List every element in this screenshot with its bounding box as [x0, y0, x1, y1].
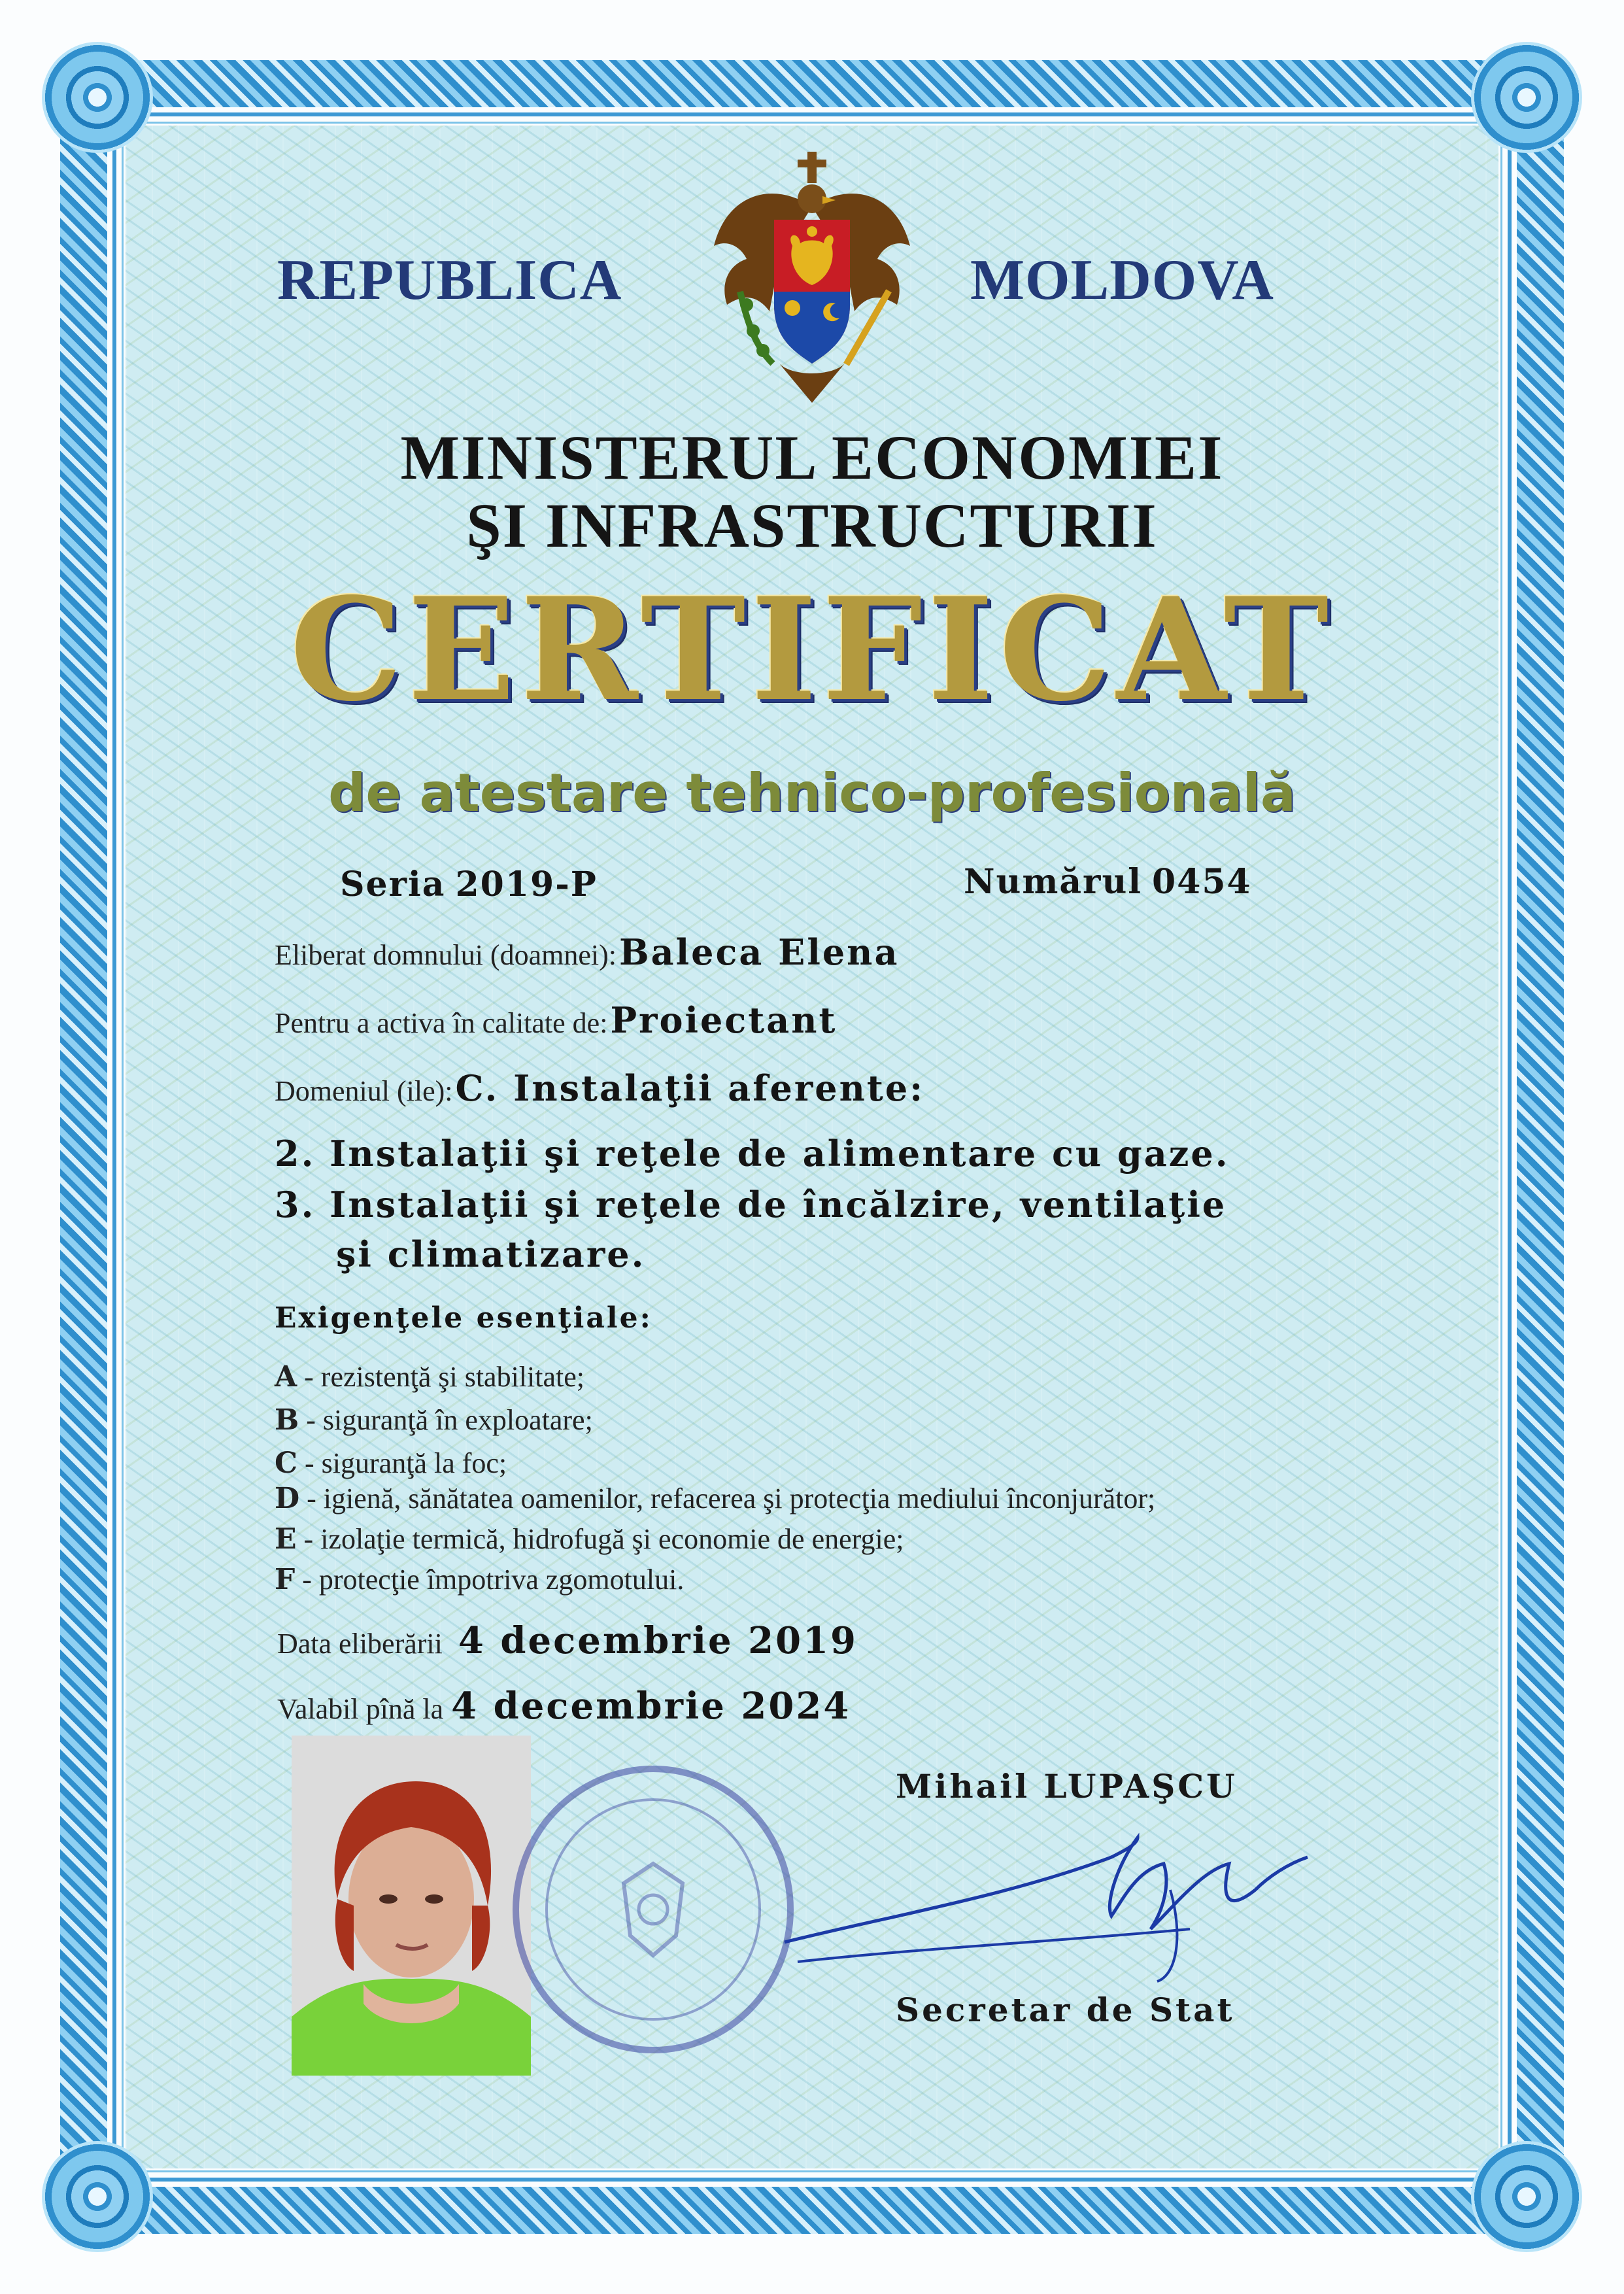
domain-item: şi climatizare.	[336, 1233, 646, 1275]
series-label: Seria	[340, 865, 446, 904]
domain-item: 2. Instalaţii şi reţele de alimentare cu gaze.	[275, 1133, 1230, 1174]
requirement-code: B	[275, 1403, 299, 1437]
domain-row	[275, 1067, 924, 1109]
corner-rosette-icon	[42, 2141, 153, 2252]
certificate-subtitle: de atestare tehnico-profesională	[328, 762, 1296, 823]
requirement-item	[275, 1522, 904, 1556]
requirement-text: - igienă, sănătatea oamenilor, refacerea şi protecţia mediului înconjurător;	[299, 1482, 1156, 1515]
requirement-text: - siguranţă în exploatare;	[299, 1404, 593, 1436]
valid-until-row	[277, 1685, 851, 1728]
domain-label: Domeniul (ile):	[275, 1075, 453, 1107]
portrait-icon	[292, 1736, 531, 2076]
role-row	[275, 999, 837, 1041]
official-stamp-icon	[513, 1766, 794, 2053]
requirement-text: - rezistenţă şi stabilitate;	[297, 1361, 584, 1393]
requirement-code: D	[275, 1482, 300, 1515]
corner-rosette-icon	[42, 42, 153, 153]
requirement-text: - protecţie împotriva zgomotului.	[295, 1564, 685, 1596]
ministry-line-2: ŞI INFRASTRUCTURII	[466, 490, 1158, 560]
domain-value: C. Instalaţii aferente:	[455, 1067, 925, 1109]
country-right: MOLDOVA	[970, 248, 1274, 312]
requirement-text: - izolaţie termică, hidrofugă şi economie de energie;	[296, 1523, 904, 1555]
requirement-code: C	[275, 1447, 298, 1480]
country-left: REPUBLICA	[277, 248, 622, 312]
series-row	[340, 865, 598, 904]
issue-date-row	[277, 1619, 858, 1662]
handwritten-signature	[771, 1818, 1321, 1988]
number-value: 0454	[1152, 862, 1252, 902]
requirement-item	[275, 1447, 507, 1480]
requirement-item	[275, 1360, 584, 1394]
corner-rosette-icon	[1471, 42, 1582, 153]
series-value: 2019-P	[455, 865, 598, 904]
role-label: Pentru a activa în calitate de:	[275, 1007, 608, 1039]
issue-date-value: 4 decembrie 2019	[458, 1619, 858, 1662]
role-value: Proiectant	[610, 999, 837, 1041]
issue-date-label: Data eliberării	[277, 1628, 443, 1660]
requirement-text: - siguranţă la foc;	[297, 1447, 507, 1479]
valid-until-label: Valabil pînă la	[277, 1693, 444, 1725]
signatory-name: Mihail LUPAŞCU	[896, 1767, 1238, 1806]
requirement-item	[275, 1482, 1155, 1515]
requirements-title: Exigenţele esenţiale:	[275, 1301, 652, 1335]
ministry-line-1: MINISTERUL ECONOMIEI	[400, 422, 1224, 492]
holder-photo	[292, 1736, 531, 2076]
corner-rosette-icon	[1471, 2141, 1582, 2252]
domain-item: 3. Instalaţii şi reţele de încălzire, ventilaţie	[275, 1184, 1227, 1225]
requirement-code: F	[275, 1563, 296, 1596]
requirement-item	[275, 1403, 593, 1437]
moldova-coat-of-arms-icon	[701, 148, 923, 409]
issued-to-value: Baleca Elena	[618, 931, 900, 973]
requirement-item	[275, 1563, 684, 1596]
number-label: Numărul	[964, 862, 1143, 902]
stamp-emblem-icon	[604, 1851, 702, 1968]
signatory-title: Secretar de Stat	[896, 1991, 1235, 2029]
certificate-title: CERTIFICAT	[290, 566, 1334, 732]
issued-to-label: Eliberat domnului (doamnei):	[275, 939, 617, 971]
requirement-code: E	[275, 1522, 297, 1556]
number-row	[964, 862, 1252, 902]
requirement-code: A	[275, 1360, 297, 1394]
issued-to-row	[275, 931, 899, 973]
valid-until-value: 4 decembrie 2024	[451, 1685, 851, 1728]
